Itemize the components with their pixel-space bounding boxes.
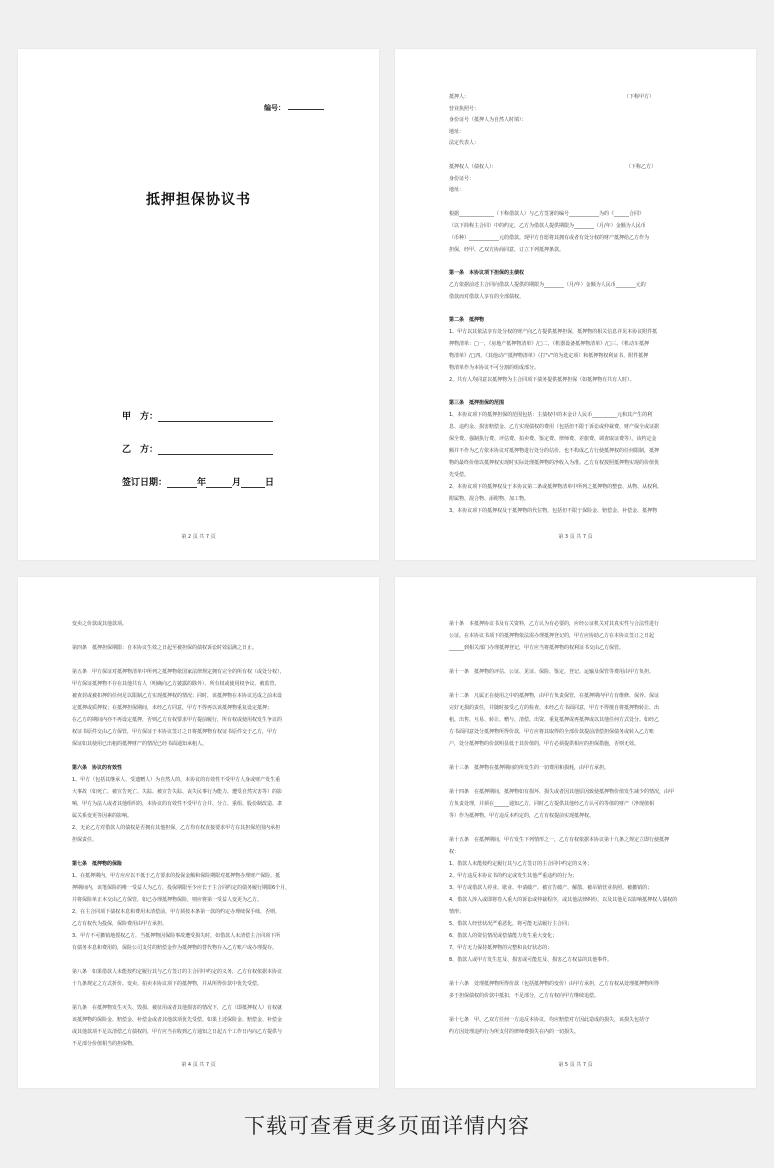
text-line: 约方因处理违约行为所支付的律师费损失在内的一切损失。 bbox=[449, 1029, 580, 1035]
text-line: 8、借款人或甲方发生危及、损害或可能危及、损害乙方权益的其他事件。 bbox=[449, 957, 613, 963]
page-number: 第 2 页 共 7 页 bbox=[181, 534, 216, 540]
text-line: 身份证号： bbox=[449, 176, 475, 182]
text-line: 借款而对借款人享有的全部债权。 bbox=[449, 294, 525, 300]
text-line: 被查封或被扣押的任何足以限制乙方实现抵押权的情况；同时，该抵押物在本协议达成之前未设 bbox=[72, 693, 283, 699]
text-line: 4、借款人涉入或即将卷入重大的诉讼或仲裁程序，或其他法律纠纷，以及其他足以影响抵押权人债权的 bbox=[449, 897, 678, 903]
text-line: 1、在抵押期内，甲方应应以不低于乙方要求的投保金额和保险期限对抵押物办理财产保险，抵 bbox=[72, 873, 281, 879]
document-title: 抵押担保协议书 bbox=[146, 192, 251, 208]
text-line: 5、借款人经营状况严重恶化，将可能无法履行主合同； bbox=[449, 921, 573, 927]
party-a-line: 甲 方： bbox=[122, 409, 273, 422]
text-line: 并将保险单正本交由乙方保管，如已办理抵押物保险，则应将第一受益人变更为乙方。 bbox=[72, 897, 263, 903]
text-line: 押物清单：□一、《房地产抵押物清单》/□二、《机器设备抵押物清单》/□三、《机动车抵押 bbox=[449, 341, 650, 347]
section-heading: 第三条 抵押担保的范围 bbox=[449, 400, 505, 406]
text-line: 附属物、混合物、添附物、加工物。 bbox=[449, 496, 530, 502]
text-line: 3、本协议项下的抵押权及于抵押物的代位物，包括但不限于保险金、赔偿金、补偿金、抵押物 bbox=[449, 508, 658, 514]
text-line: 在乙方的期间内亦不再设定抵押，否则乙方有权要求甲方提前履行，所有权或使用权发生争议的 bbox=[72, 717, 283, 723]
text-line: 1、甲方以其依法享有处分权的财产向乙方提供抵押担保，抵押物的相关信息详见本协议附件抵 bbox=[449, 329, 658, 335]
section-heading: 第二条 抵押物 bbox=[449, 317, 485, 323]
contract-number-blank bbox=[288, 109, 324, 110]
text-line: 第十二条 凡属正在使用之中的抵押物，由甲方负责保管，在抵押期内甲方有维修、保养、保证 bbox=[449, 693, 660, 699]
text-line: 或其他款项不足以清偿乙方债权的，甲方应当在收到乙方通知之日起五个工作日内向乙方提供与 bbox=[72, 1029, 283, 1035]
text-line: 属关系变更等因素的影响。 bbox=[72, 813, 133, 819]
text-line: 1、本协议项下的抵押担保的范围包括：主债权中的本金计人民币__________元和其产生的利 bbox=[449, 412, 653, 418]
text-line: 3、甲方或借款人停业、歇业、申请破产、被宣告破产、解散、被吊销营业执照、被撤销的； bbox=[449, 885, 653, 891]
text-line: 第九条 在抵押物发生灭失、毁损、被征用或者其他损害的情况下，乙方（即抵押权人）有权就 bbox=[72, 1005, 283, 1011]
text-line: 息、违约金、损害赔偿金、乙方实现债权的费用（包括但不限于诉讼或仲裁费、财产保全或证据 bbox=[449, 424, 660, 430]
text-line: 情形； bbox=[449, 909, 465, 915]
text-line: ______到相关部门办理抵押登记，甲方应当将抵押物的权利证书交由乙方保管。 bbox=[449, 645, 625, 651]
text-line: 第十六条 处理抵押物所得价款（包括抵押物的变价）由甲方承担，乙方有权从处理抵押物所得 bbox=[449, 981, 660, 987]
text-line: 响，甲方为法人或者其他组织的，本协议的有效性不受甲方合并、分立、重组、股份制改造、隶 bbox=[72, 801, 283, 807]
text-line: 3、甲方不可撤销地授权乙方，当抵押物因保险事故遭受损失时，如借款人未清偿主合同项下所 bbox=[72, 933, 281, 939]
text-line: 抵押权人（债权人）： bbox=[449, 164, 497, 170]
text-line: 先受偿。 bbox=[449, 472, 470, 478]
party-a-blank bbox=[158, 412, 273, 422]
text-line: （币种）____________元的借款。现甲方自愿将其拥有或者有处分权的财产抵押给乙方作为 bbox=[449, 235, 650, 241]
text-line: 方书面同意处分抵押物所得价款，甲方应将其取得的全部价款提前清偿担保债务或转入乙方账 bbox=[449, 729, 655, 735]
text-line: 等）作为抵押物。甲方违反本约定的，乙方有权提前实现抵押权。 bbox=[449, 813, 595, 819]
document-page-4 bbox=[395, 577, 756, 1088]
sign-date-line: 签订日期： 年 月 日 bbox=[122, 478, 275, 488]
text-line: 2、甲方违反本协议书的约定或发生其他严重违约的行为； bbox=[449, 873, 578, 879]
text-line: 完好无损的责任，并随时接受乙方的检查。未经乙方书面同意，甲方不得擅自将抵押物转让、出 bbox=[449, 705, 660, 711]
text-line: 6、借款人的资信情况或偿债能力发生重大变化； bbox=[449, 933, 558, 939]
text-line: 物的最终价值以抵押权实现时实际处理抵押物的净收入为准。乙方有权按照抵押物实现的价值优 bbox=[449, 460, 660, 466]
text-line: （下称甲方） bbox=[624, 94, 655, 100]
text-line: 第十七条 甲、乙双方任何一方违反本协议，均应赔偿对方因此造成的损失，该损失包括守 bbox=[449, 1017, 650, 1023]
text-line: （以下简称主合同）中的约定，乙方为借款人提供期限为________（月/年）金额为人民币 bbox=[449, 223, 646, 229]
text-line: 根据______________（下称借款人）与乙方签署的编号____________为的《______合同》 bbox=[449, 211, 645, 217]
text-line: 第十四条 在抵押期间，抵押物如有损坏、损失或者因其他原因致使抵押物价值发生减少的情况，由甲 bbox=[449, 789, 675, 795]
page-number: 第 4 页 共 7 页 bbox=[181, 1062, 216, 1068]
text-line: 营业执照号： bbox=[449, 106, 480, 112]
text-line: 担保责任。 bbox=[72, 837, 98, 843]
text-line: 第十三条 抵押物在抵押期间的所发生的一切费用和损耗，由甲方承担。 bbox=[449, 765, 610, 771]
text-line: 权： bbox=[449, 849, 460, 855]
contract-number-label: 编号： bbox=[264, 103, 324, 113]
text-line: 权证书原件交由乙方保管，甲方保证于本协议签订之日将抵押物有权证书原件交于乙方，甲方 bbox=[72, 729, 278, 735]
page-number: 第 5 页 共 7 页 bbox=[558, 1062, 593, 1068]
text-line: 乙方依据前述主合同向借款人提供的期限为________（月/年）金额为人民币________元的 bbox=[449, 282, 646, 288]
party-b-line: 乙 方： bbox=[122, 442, 273, 455]
party-b-blank bbox=[158, 445, 273, 455]
text-line: 地址： bbox=[449, 187, 465, 193]
page-number: 第 3 页 共 7 页 bbox=[558, 534, 593, 540]
text-line: 2、在主合同项下债权本息和费用未清偿前，甲方须按本条第一款的约定办理续保手续，否则， bbox=[72, 909, 281, 915]
text-line: 物清单》/□四、《其他动产抵押物清单》（打"√"的为选定项）和抵押物权利证书，附件抵押 bbox=[449, 353, 649, 359]
text-line: 担保，经甲、乙双方协商同意，订立下列抵押条款。 bbox=[449, 247, 565, 253]
text-line: 甲方保证抵押物不存在其他共有人（明确向乙方披露的除外）、所有权或使用权争议、被监管、 bbox=[72, 681, 280, 687]
text-line: 第四条 抵押担保期限：自本协议生效之日起至被担保的债权诉讼时效届满之日止。 bbox=[72, 645, 258, 651]
text-line: 保全费、强制执行费、评估费、拍卖费、鉴定费、律师费、差旅费、调查取证费等）。该约定金 bbox=[449, 436, 657, 442]
text-line: 第八条 如果借款人未能按约定履行其与乙方签订的主合同中约定的义务，乙方有权依据本协议 bbox=[72, 969, 283, 975]
section-heading: 第七条 抵押物的保险 bbox=[72, 861, 123, 867]
text-line: 公证。在本协议书项下的抵押物依法需办理抵押登记的，甲方应协助乙方在本协议签订之日起 bbox=[449, 633, 655, 639]
text-line: 多于担保债权的价款中抵扣，不足部分，乙方有权向甲方继续追偿。 bbox=[449, 993, 600, 999]
text-line: 变卖之价款或其他款项。 bbox=[72, 621, 128, 627]
text-line: （下称乙方） bbox=[626, 164, 657, 170]
text-line: 7、甲方无力保持抵押物的完整和良好状态的； bbox=[449, 945, 553, 951]
text-line: 该抵押物的保险金、赔偿金、补偿金或者其他款项优先受偿。如果上述保险金、赔偿金、补偿金 bbox=[72, 1017, 283, 1023]
text-line: 1、借款人未能按约定履行其与乙方签订的主合同中约定的义务； bbox=[449, 861, 593, 867]
text-line: 乙方有权代为投保，保险费用由甲方承担。 bbox=[72, 921, 168, 927]
text-line: 押期间内，该笔保险的唯一受益人为乙方，投保期限至少应长于主合同约定的债务履行期限6个月， bbox=[72, 885, 291, 891]
text-line: 不足部分价值相当的担保物。 bbox=[72, 1041, 138, 1047]
download-more-banner[interactable]: 下载可查看更多页面详情内容 bbox=[244, 1114, 530, 1138]
text-line: 户，处分抵押物的价款明显低于其价值的，甲方必须提供相应的担保措施，否则无效。 bbox=[449, 741, 640, 747]
text-line: 有债务本息和费用的，保险公司支付的赔偿金作为抵押物的替代物存入乙方账户或办理提存。 bbox=[72, 945, 278, 951]
document-page-2 bbox=[395, 49, 756, 560]
section-heading: 第一条 本协议项下担保的主债权 bbox=[449, 270, 525, 276]
document-page-cover bbox=[18, 49, 379, 560]
text-line: 第十五条 在抵押期间，甲方发生下列情形之一，乙方有权依据本协议第十九条之规定立即行使抵押 bbox=[449, 837, 670, 843]
text-line: 身份证号（抵押人为自然人时填）： bbox=[449, 117, 527, 123]
text-line: 1、甲方（包括其继承人、受遗赠人）为自然人的，本协议的有效性不受甲方人身或财产发生重 bbox=[72, 777, 281, 783]
text-line: 大事故（如死亡、被宣告死亡、失踪、被宣告失踪、丧失民事行为能力、遭受自然灾害等）的影 bbox=[72, 789, 283, 795]
text-line: 抵押人： bbox=[449, 94, 470, 100]
text-line: 定抵押或质押权；在抵押担保期间，未经乙方同意，甲方不得再以该抵押物重复设定抵押； bbox=[72, 705, 273, 711]
text-line: 十九条规定之方式折价、变卖、拍卖本协议项下的抵押物，并从所得价款中优先受偿。 bbox=[72, 981, 263, 987]
text-line: 第十条 本抵押协议书及有关资料，乙方认为有必要的，应经公证机关对其真实性与合法性进行 bbox=[449, 621, 660, 627]
text-line: 地址： bbox=[449, 129, 465, 135]
text-line: 第五条 甲方保证对抵押物清单中所列之抵押物依国家法律规定拥有完全的所有权（或处分权）， bbox=[72, 669, 285, 675]
text-line: 保证如其使用已出租的抵押财产的情况已经书面通知承租人。 bbox=[72, 741, 208, 747]
text-line: 物清单作为本协议不可分割的组成部分。 bbox=[449, 365, 540, 371]
text-line: 额并不作为乙方依本协议对抵押物进行处分的估价，也不构成乙方行使抵押权的任何限制，抵押 bbox=[449, 448, 660, 454]
document-page-3 bbox=[18, 577, 379, 1088]
text-line: 法定代表人： bbox=[449, 140, 480, 146]
text-line: 租、出售、互易、转让、赠与、清偿、出资、重复抵押或再抵押或以其他任何方式处分。如经乙 bbox=[449, 717, 660, 723]
text-line: 方负责处理，并须在______通知乙方，同时乙方提供其他经乙方认可的等值的财产（净现值相 bbox=[449, 801, 655, 807]
text-line: 2、本协议项下的抵押权及于本协议第二条或抵押物清单中所列之抵押物的整套、从物、从权利、 bbox=[449, 484, 663, 490]
text-line: 第十一条 抵押物的评估、公证、见证、保险、鉴定、登记、运输及保管等费用由甲方负担。 bbox=[449, 669, 655, 675]
text-line: 2、共有人均同意以抵押物为主合同项下债务提供抵押担保（如抵押物有共有人时）。 bbox=[449, 377, 635, 383]
section-heading: 第六条 协议的有效性 bbox=[72, 765, 123, 771]
text-line: 2、无论乙方对借款人的债权是否拥有其他担保，乙方均有权直接要求甲方在其担保范围内承担 bbox=[72, 825, 281, 831]
